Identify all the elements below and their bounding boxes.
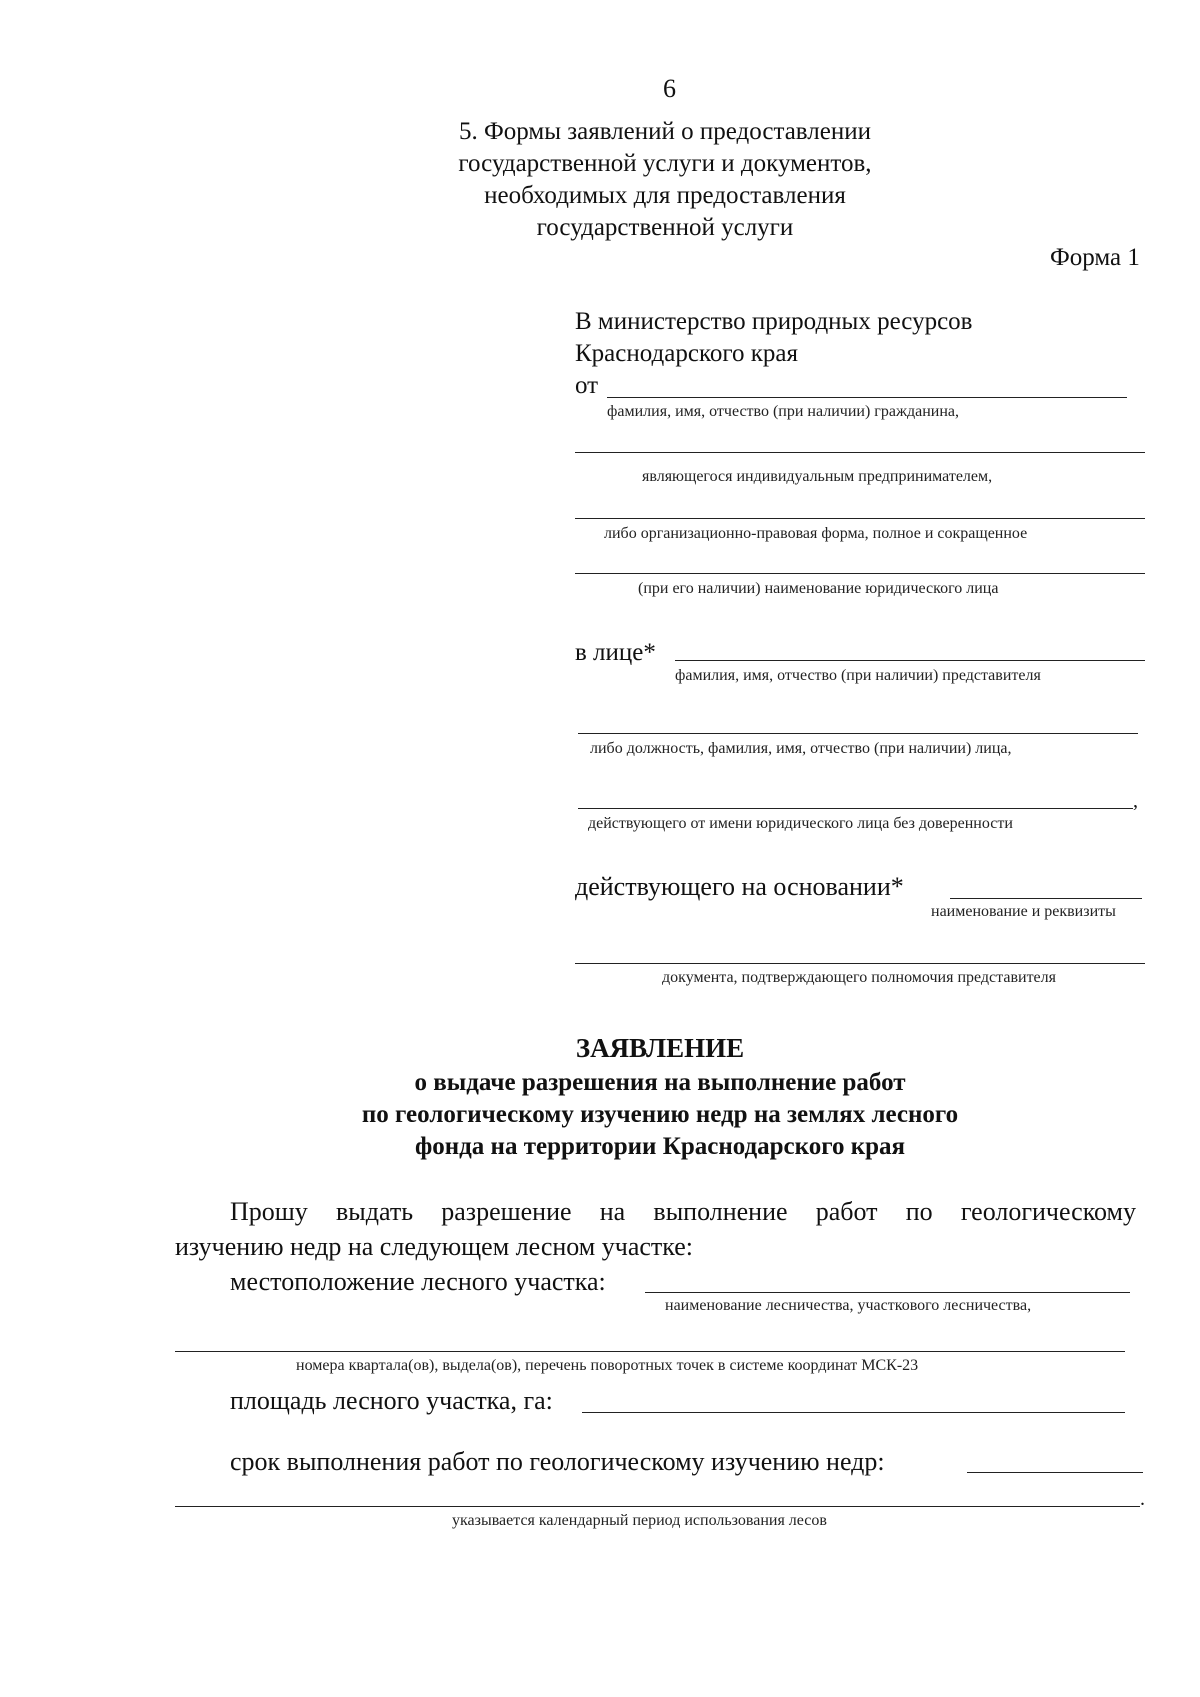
basis-field-line-2[interactable] [575,963,1145,964]
location-caption-1: наименование лесничества, участкового лесничества, [665,1297,1032,1314]
in-person-field-line[interactable] [675,660,1145,661]
from-caption-4: (при его наличии) наименование юридического лица [638,580,999,597]
form-label: Форма 1 [1050,244,1140,271]
area-label: площадь лесного участка, га: [230,1386,553,1415]
statement-title: ЗАЯВЛЕНИЕ [575,1033,745,1063]
addressee-line-1: В министерство природных ресурсов [575,308,973,335]
paragraph-line-1-text: Прошу выдать разрешение на выполнение работ по геологическому [230,1197,1136,1226]
basis-caption-1: наименование и реквизиты [931,903,1116,920]
from-label: от [575,372,599,399]
from-field-line-4[interactable] [575,573,1145,574]
section-title-line-1: 5. Формы заявлений о предоставлении [459,118,871,145]
page-number: 6 [663,74,676,103]
section-title-line-3: необходимых для предоставления [484,182,846,209]
from-caption-1: фамилия, имя, отчество (при наличии) гражданина, [607,403,960,420]
from-field-line-2[interactable] [575,452,1145,453]
statement-subtitle-1: о выдаче разрешения на выполнение работ [414,1069,906,1096]
from-field-line-3[interactable] [575,518,1145,519]
from-caption-2: являющегося индивидуальным предпринимателем, [642,468,993,485]
basis-label: действующего на основании* [575,872,904,901]
section-title-line-2: государственной услуги и документов, [458,150,872,177]
period-dot: . [1140,1488,1145,1510]
in-person-field-line-2[interactable] [578,733,1138,734]
area-field-line[interactable] [582,1412,1125,1413]
in-person-caption-2: либо должность, фамилия, имя, отчество (при наличии) лица, [590,740,1012,757]
in-person-caption-1: фамилия, имя, отчество (при наличии) представителя [675,667,1041,684]
section-title-line-4: государственной услуги [536,214,794,241]
period-field-line[interactable] [175,1506,1140,1507]
in-person-field-line-3[interactable] [578,808,1133,809]
term-field-line[interactable] [967,1472,1143,1473]
location-caption-2: номера квартала(ов), выдела(ов), перечень поворотных точек в системе координат МСК-23 [296,1357,919,1374]
in-person-comma: , [1133,790,1138,812]
from-caption-3: либо организационно-правовая форма, полное и сокращенное [604,525,1028,542]
in-person-caption-3: действующего от имени юридического лица без доверенности [588,815,1013,832]
term-label: срок выполнения работ по геологическому изучению недр: [230,1447,885,1476]
paragraph-line-1 [230,1197,1136,1227]
basis-caption-2: документа, подтверждающего полномочия представителя [662,969,1056,986]
statement-subtitle-2: по геологическому изучению недр на землях лесного [361,1101,959,1128]
in-person-label: в лице* [575,639,656,666]
addressee-line-2: Краснодарского края [575,340,798,367]
statement-subtitle-3: фонда на территории Краснодарского края [414,1133,906,1160]
location-label: местоположение лесного участка: [230,1267,606,1296]
term-caption: указывается календарный период использования лесов [452,1512,827,1529]
paragraph-line-2: изучению недр на следующем лесном участке: [175,1232,694,1261]
location-field-line-2[interactable] [175,1351,1125,1352]
location-field-line[interactable] [645,1292,1130,1293]
from-field-line[interactable] [607,397,1127,398]
basis-field-line[interactable] [950,898,1142,899]
